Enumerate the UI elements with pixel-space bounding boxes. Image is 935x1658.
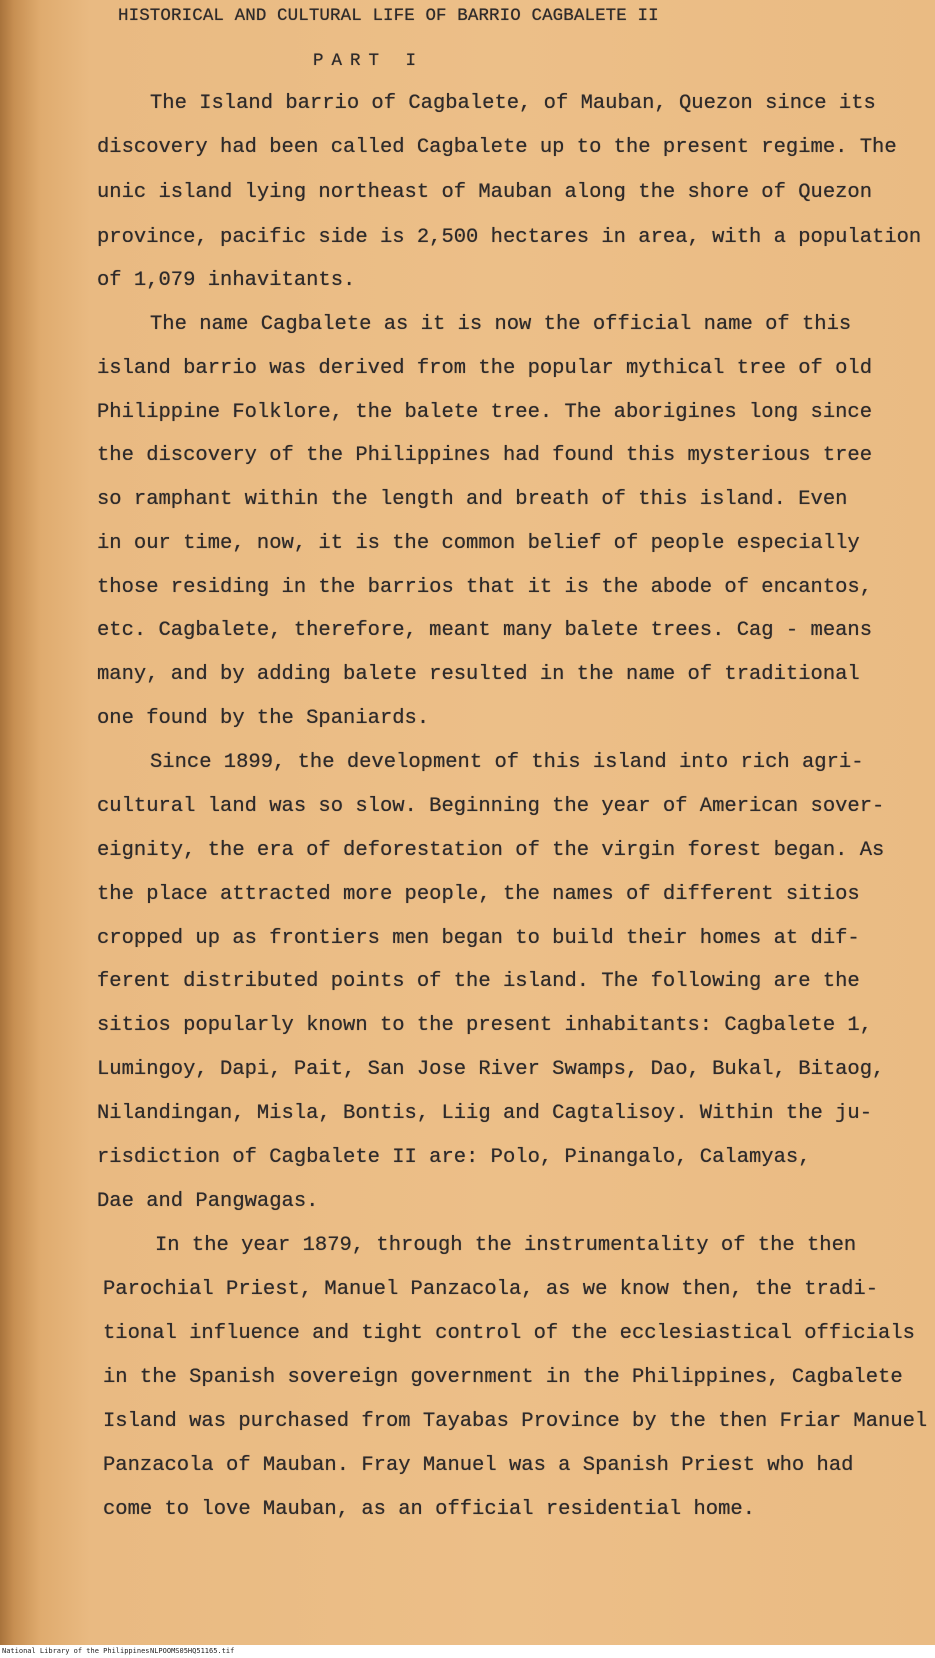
text-line: sitios popularly known to the present inhabitants: Cagbalete 1, [97,1014,873,1037]
text-line: discovery had been called Cagbalete up to the present regime. The [97,136,897,159]
text-line: Parochial Priest, Manuel Panzacola, as we know then, the tradi- [103,1278,879,1301]
text-line: Lumingoy, Dapi, Pait, San Jose River Swamps, Dao, Bukal, Bitaog, [97,1058,885,1081]
text-line: The name Cagbalete as it is now the official name of this [150,313,852,336]
text-line: eignity, the era of deforestation of the virgin forest began. As [97,839,885,862]
footer-file-id: NLPOOMS05HQ51165.tif [150,1647,235,1655]
text-line: risdiction of Cagbalete II are: Polo, Pinangalo, Calamyas, [97,1146,811,1169]
text-line: Island was purchased from Tayabas Province by the then Friar Manuel [103,1410,928,1433]
text-line: cultural land was so slow. Beginning the year of American sover- [97,795,885,818]
footer-library: National Library of the Philippines [2,1647,150,1655]
text-line: of 1,079 inhavitants. [97,269,356,292]
text-line: many, and by adding balete resulted in the name of traditional [97,663,860,686]
text-line: in our time, now, it is the common belief of people especially [97,532,860,555]
text-line: Dae and Pangwagas. [97,1190,319,1213]
text-line: etc. Cagbalete, therefore, meant many balete trees. Cag - means [97,619,873,642]
text-line: one found by the Spaniards. [97,707,430,730]
part-heading: PART I [313,51,425,71]
text-line: province, pacific side is 2,500 hectares in area, with a population [97,226,922,249]
text-line: Nilandingan, Misla, Bontis, Liig and Cagtalisoy. Within the ju- [97,1102,873,1125]
text-line: tional influence and tight control of the ecclesiastical officials [103,1322,915,1345]
text-line: In the year 1879, through the instrumentality of the then [155,1234,857,1257]
document-title: HISTORICAL AND CULTURAL LIFE OF BARRIO CAGBALETE II [118,6,659,26]
text-line: Philippine Folklore, the balete tree. The aborigines long since [97,401,873,424]
text-line: unic island lying northeast of Mauban along the shore of Quezon [97,181,873,204]
scan-footer [0,1645,935,1658]
text-line: so ramphant within the length and breath of this island. Even [97,488,848,511]
text-line: island barrio was derived from the popular mythical tree of old [97,357,873,380]
text-line: Panzacola of Mauban. Fray Manuel was a Spanish Priest who had [103,1454,854,1477]
text-line: Since 1899, the development of this island into rich agri- [150,751,864,774]
text-line: in the Spanish sovereign government in the Philippines, Cagbalete [103,1366,903,1389]
text-line: the discovery of the Philippines had found this mysterious tree [97,444,873,467]
text-line: ferent distributed points of the island. The following are the [97,970,860,993]
text-line: those residing in the barrios that it is the abode of encantos, [97,576,873,599]
text-line: The Island barrio of Cagbalete, of Mauban, Quezon since its [150,92,876,115]
text-line: come to love Mauban, as an official residential home. [103,1498,756,1521]
text-line: the place attracted more people, the names of different sitios [97,883,860,906]
text-line: cropped up as frontiers men began to build their homes at dif- [97,927,860,950]
